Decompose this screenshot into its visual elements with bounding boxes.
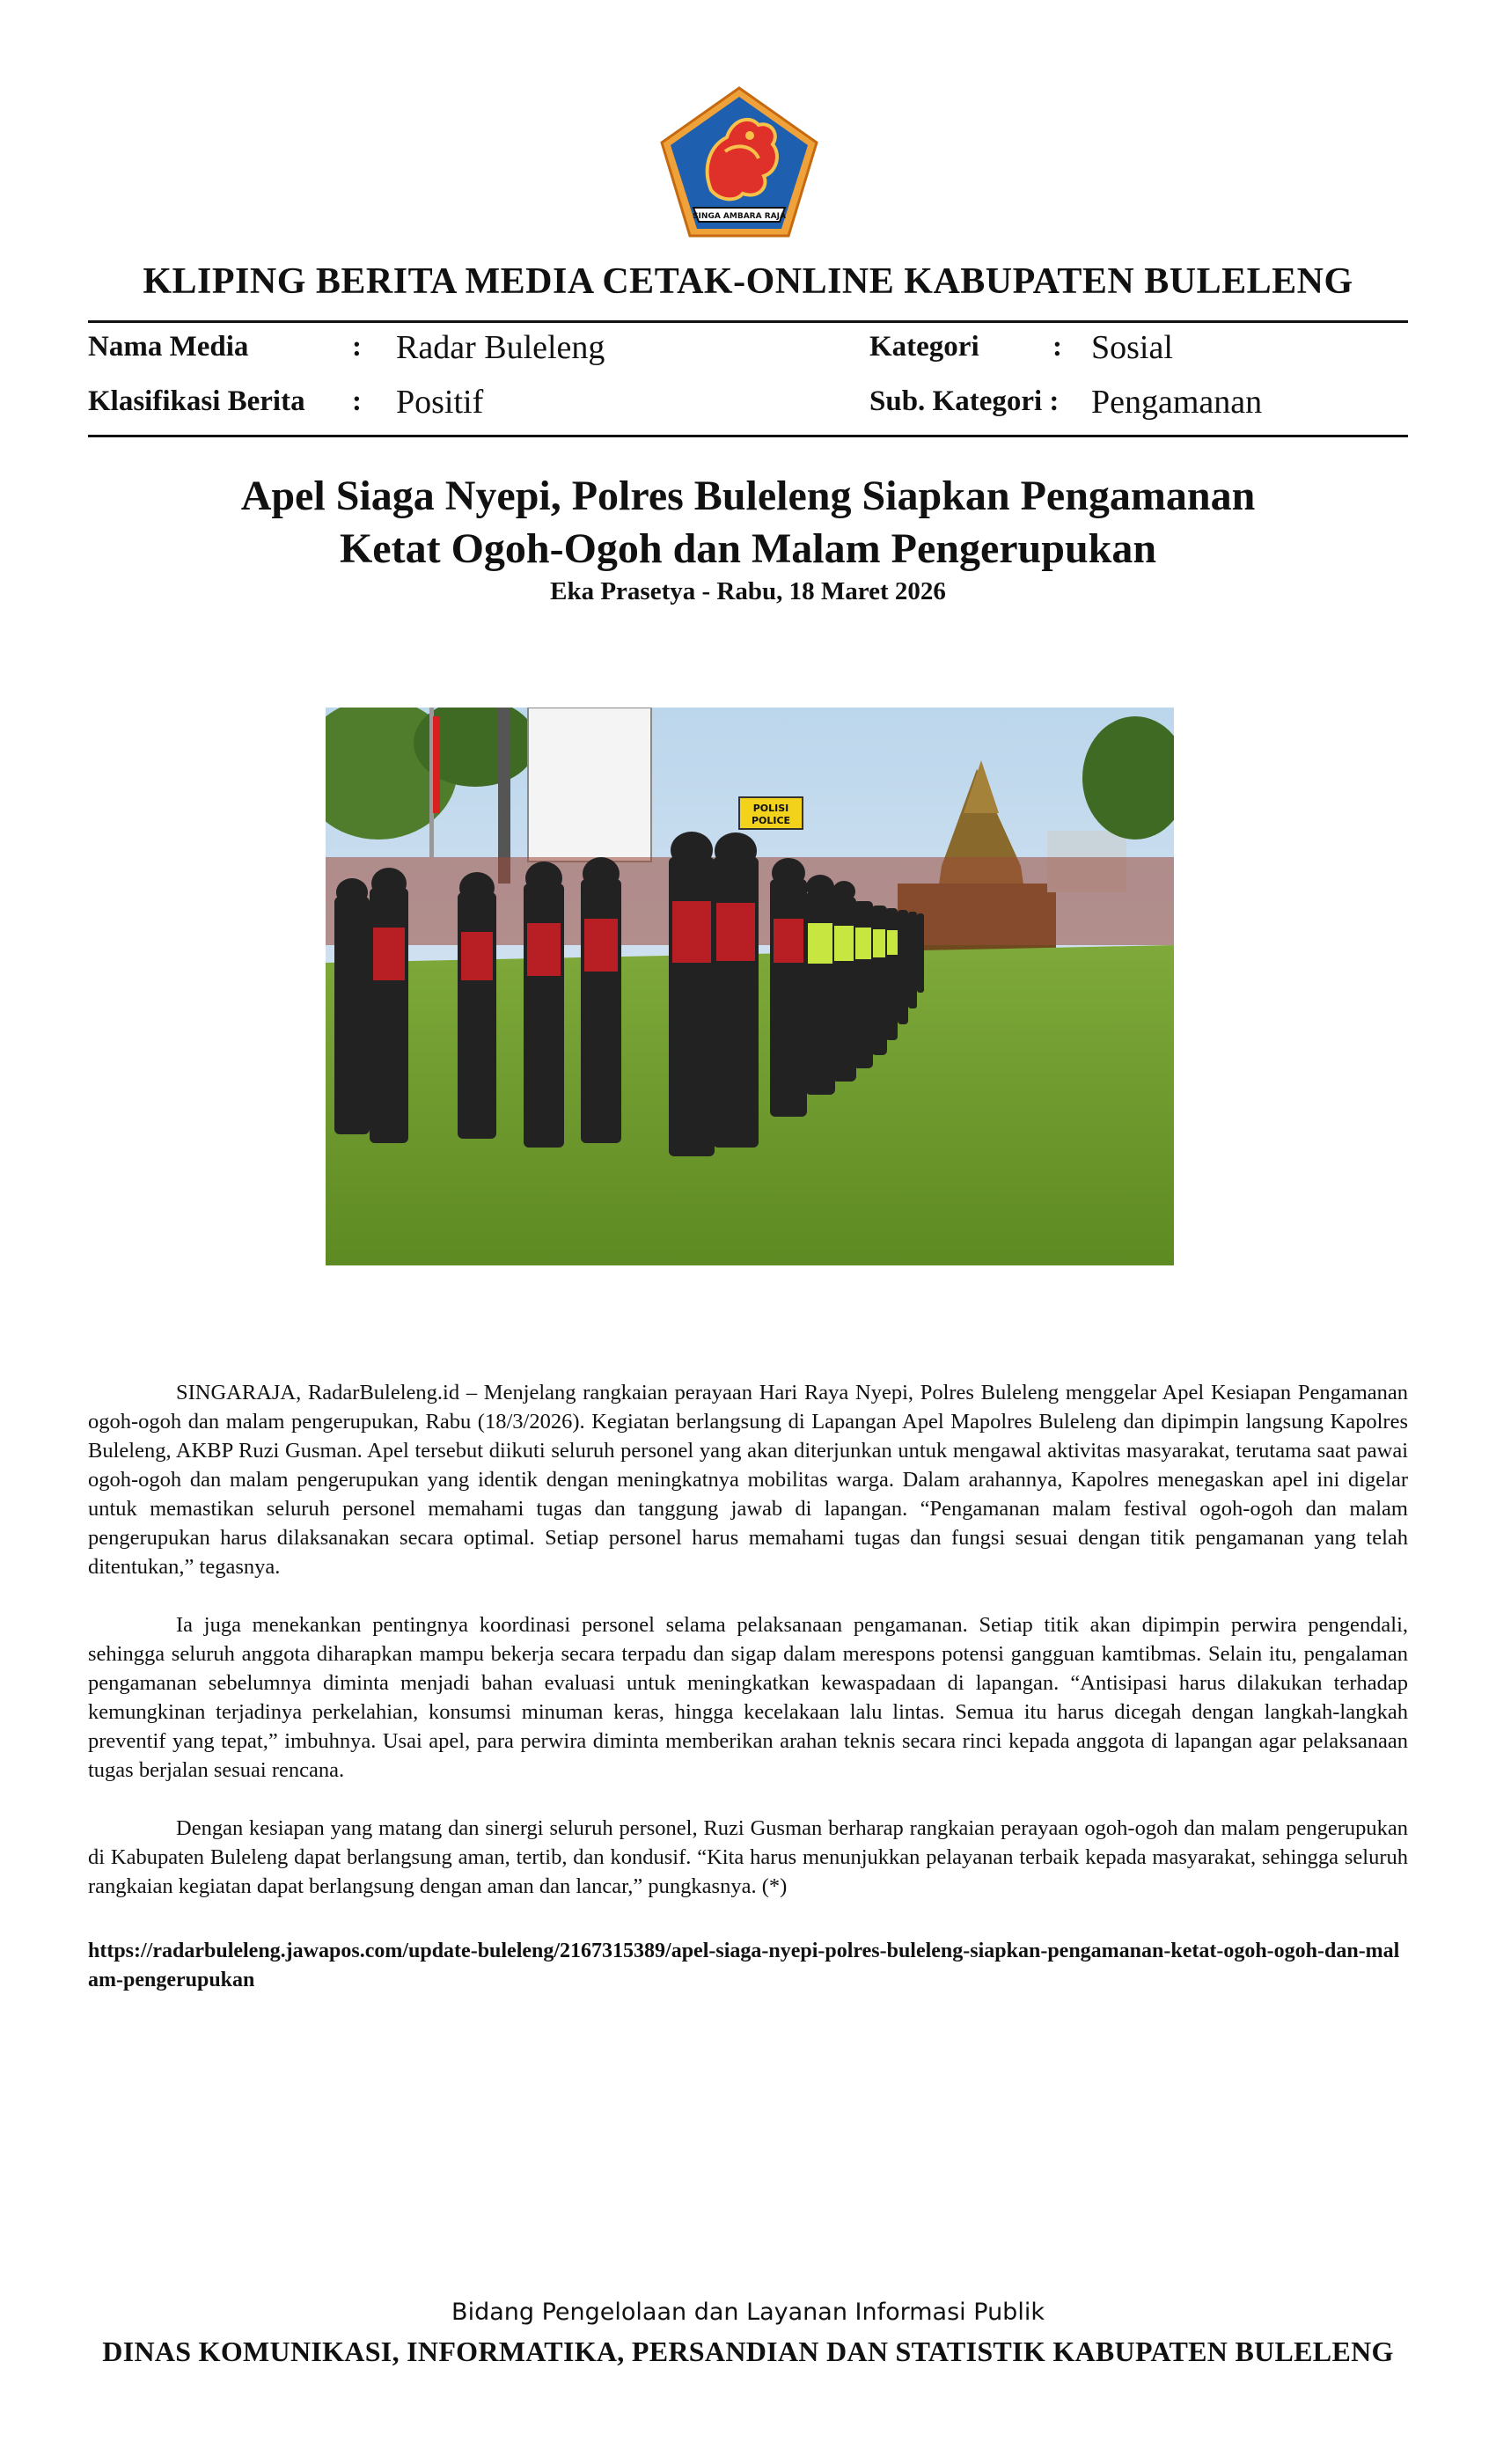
subcategory-value: Pengamanan [1091, 384, 1263, 421]
police-sign-text-2: POLICE [751, 815, 791, 826]
footer-agency: DINAS KOMUNIKASI, INFORMATIKA, PERSANDIAN DAN STATISTIK KABUPATEN BULELENG [102, 2336, 1394, 2367]
headline-line-2: Ketat Ogoh-Ogoh dan Malam Pengerupukan [339, 525, 1157, 572]
classification-label: Klasifikasi Berita [88, 385, 305, 417]
source-link[interactable]: https://radarbuleleng.jawapos.com/update-buleleng/2167315389/apel-siaga-nyepi-polres-buleleng-siapkan-pengamanan-ketat-ogoh-ogoh-dan-malam-pengerupukan [88, 1940, 1400, 1991]
buleleng-emblem-logo [658, 84, 820, 239]
emblem-motto: SINGA AMBARA RAJA [693, 212, 786, 221]
headline-line-1: Apel Siaga Nyepi, Polres Buleleng Siapkan Pengamanan [240, 473, 1256, 519]
article-photo [326, 708, 1174, 1265]
clipping-title: KLIPING BERITA MEDIA CETAK-ONLINE KABUPATEN BULELENG [143, 261, 1353, 302]
divider-top [88, 320, 1408, 323]
article-paragraph-1: SINGARAJA, RadarBuleleng.id – Menjelang rangkaian perayaan Hari Raya Nyepi, Polres Buleleng menggelar Apel Kesiapan Pengamanan ogoh-ogoh dan malam pengerupukan, Rabu (18/3/2026). Kegiatan berlangsung di Lapangan Apel Mapolres Buleleng dan dipimpin langsung Kapolres Buleleng, AKBP Ruzi Gusman. Apel tersebut diikuti seluruh personel yang akan diterjunkan untuk mengawal aktivitas masyarakat, terutama saat pawai ogoh-ogoh dan malam pengerupukan yang identik dengan meningkatnya mobilitas warga. Dalam arahannya, Kapolres menegaskan apel ini digelar untuk memastikan seluruh personel memahami tugas dan tanggung jawab di lapangan. “Pengamanan malam festival ogoh-ogoh dan malam pengerupukan harus dilaksanakan secara optimal. Setiap personel harus memahami tugas dan fungsi sesuai dengan titik pengamanan yang telah ditentukan,” tegasnya. [88, 1381, 1408, 1579]
article-byline: Eka Prasetya - Rabu, 18 Maret 2026 [550, 577, 946, 605]
media-name-colon: : [352, 331, 362, 363]
category-colon: : [1052, 331, 1062, 363]
media-name-value: Radar Buleleng [396, 329, 605, 366]
article-headline [132, 470, 1364, 576]
media-name-label: Nama Media [88, 331, 249, 363]
category-value: Sosial [1091, 329, 1173, 366]
divider-bottom [88, 435, 1408, 437]
article-paragraph-3: Dengan kesiapan yang matang dan sinergi seluruh personel, Ruzi Gusman berharap rangkaian perayaan ogoh-ogoh dan malam pengerupukan di Kabupaten Buleleng dapat berlangsung aman, tertib, dan kondusif. “Kita harus menunjukkan pelayanan terbaik kepada masyarakat, sehingga seluruh rangkaian kegiatan dapat berlangsung dengan aman dan lancar,” pungkasnya. (*) [88, 1816, 1408, 1898]
category-label: Kategori [869, 331, 979, 363]
article-body [88, 1378, 1408, 1930]
classification-value: Positif [396, 384, 484, 421]
footer-department: Bidang Pengelolaan dan Layanan Informasi Publik [451, 2299, 1045, 2326]
article-paragraph-2: Ia juga menekankan pentingnya koordinasi personel selama pelaksanaan pengamanan. Setiap titik akan dipimpin perwira pengendali, sehingga seluruh anggota diharapkan mampu bekerja secara terpadu dan sigap dalam merespons potensi gangguan kamtibmas. Selain itu, pengalaman pengamanan sebelumnya diminta menjadi bahan evaluasi untuk meningkatkan kewaspadaan di lapangan. “Antisipasi harus dilakukan terhadap kemungkinan terjadinya perkelahian, konsumsi minuman keras, hingga kecelakaan lalu lintas. Semua itu harus dicegah dengan langkah-langkah preventif yang tepat,” imbuhnya. Usai apel, para perwira diminta memberikan arahan teknis secara rinci kepada anggota di lapangan agar pelaksanaan tugas berjalan sesuai rencana. [88, 1613, 1408, 1782]
classification-colon: : [352, 385, 362, 417]
police-sign-text-1: POLISI [752, 803, 789, 814]
subcategory-label: Sub. Kategori : [869, 385, 1060, 417]
